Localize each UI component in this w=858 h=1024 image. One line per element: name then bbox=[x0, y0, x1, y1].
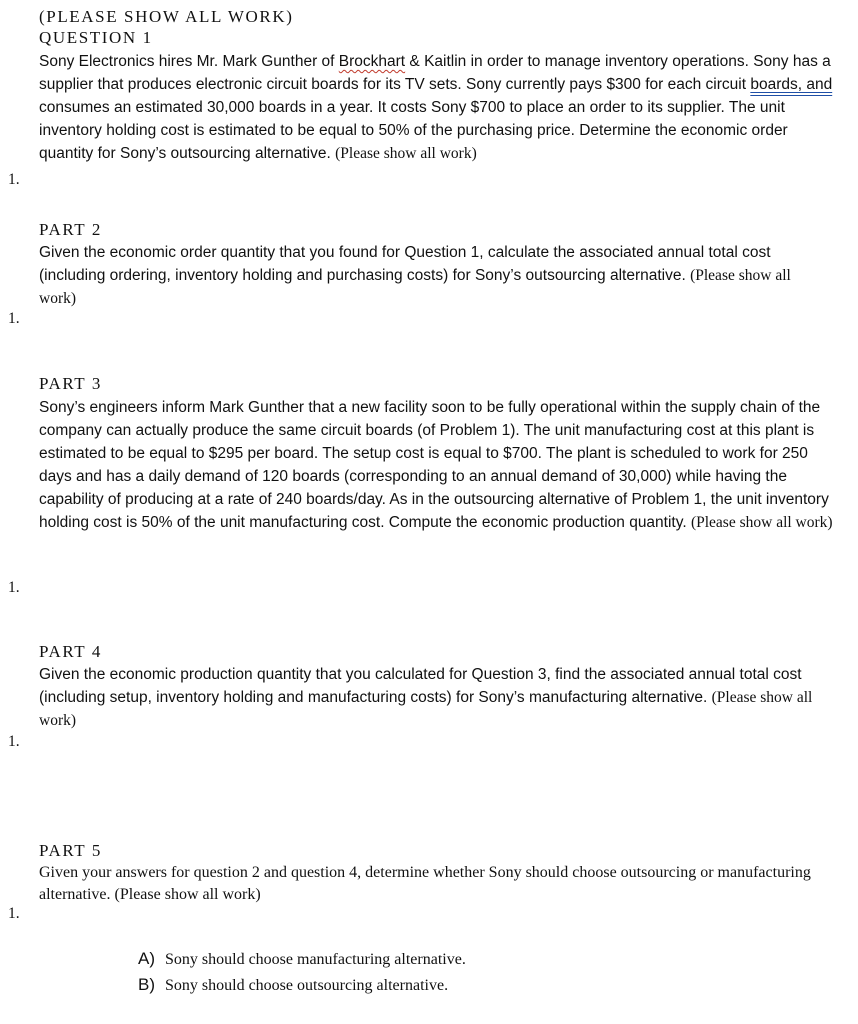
option-a-letter: A) bbox=[138, 949, 155, 968]
misspelled-word: Brockhart bbox=[338, 53, 406, 70]
part4-show-work: (Please show all work) bbox=[39, 689, 813, 729]
part4-body: Given the economic production quantity that you calculated for Question 3, find the associated annual total cost (including setup, inventory holding and manufacturing costs) for Sony’s manufacturing alternative. bbox=[39, 666, 802, 706]
option-b-text: Sony should choose outsourcing alternative. bbox=[165, 977, 449, 994]
part4-title: PART 4 bbox=[39, 642, 102, 661]
part2-body: Given the economic order quantity that you found for Question 1, calculate the associated annual total cost (including ordering, inventory holding and purchasing costs) for Sony’s outsourcing alternative. bbox=[39, 244, 771, 284]
part3-body: Sony’s engineers inform Mark Gunther that a new facility soon to be fully operational within the supply chain of the company can actually produce the same circuit boards (of Problem 1). The unit manufacturing cost at this plant is estimated to be equal to $295 per board. The setup cost is equal to $700. The plant is scheduled to work for 250 days and has a daily demand of 120 boards (corresponding to an annual demand of 30,000) while having the capability of producing at a rate of 240 boards/day. As in the outsourcing alternative of Problem 1, the unit inventory holding cost is 50% of the unit manufacturing cost. Compute the economic production quantity. bbox=[39, 399, 829, 531]
question1-text-part-c: & Kaitlin in order to manage inventory operations. Sony has a supplier that produces electronic circuit boards for its TV sets. Sony currently pays $300 for each circuit bbox=[39, 53, 831, 93]
instruction-heading: (PLEASE SHOW ALL WORK) bbox=[39, 7, 294, 26]
part3-text bbox=[39, 396, 839, 534]
part3-title: PART 3 bbox=[39, 374, 102, 393]
option-b-letter: B) bbox=[138, 975, 155, 994]
question1-text bbox=[39, 50, 844, 165]
question1-text-part-a: Sony Electronics hires Mr. Mark Gunther of bbox=[39, 53, 339, 70]
question-title: QUESTION 1 bbox=[39, 28, 153, 47]
question1-show-work: (Please show all work) bbox=[335, 145, 477, 162]
list-number: 1. bbox=[8, 905, 20, 922]
part5-title: PART 5 bbox=[39, 841, 102, 860]
list-number: 1. bbox=[8, 579, 20, 596]
list-number: 1. bbox=[8, 171, 20, 188]
part5-text: Given your answers for question 2 and question 4, determine whether Sony should choose outsourcing or manufacturing alternative. (Please show all work) bbox=[39, 864, 811, 903]
question1-text-part-e: consumes an estimated 30,000 boards in a year. It costs Sony $700 to place an order to its supplier. The unit inventory holding cost is estimated to be equal to 50% of the purchasing price. Determine the economic order quantity for Sony’s outsourcing alternative. bbox=[39, 99, 788, 162]
part3-show-work: (Please show all work) bbox=[690, 514, 833, 531]
option-b[interactable] bbox=[138, 975, 448, 995]
list-number: 1. bbox=[8, 310, 20, 327]
option-a-text: Sony should choose manufacturing alternative. bbox=[165, 951, 466, 968]
part2-text bbox=[39, 241, 829, 310]
option-a[interactable] bbox=[138, 949, 466, 969]
part2-title: PART 2 bbox=[39, 220, 102, 239]
part2-show-work: (Please show all work) bbox=[39, 267, 791, 307]
list-number: 1. bbox=[8, 733, 20, 750]
grammar-flag: boards, and bbox=[750, 76, 833, 93]
part4-text bbox=[39, 663, 829, 732]
